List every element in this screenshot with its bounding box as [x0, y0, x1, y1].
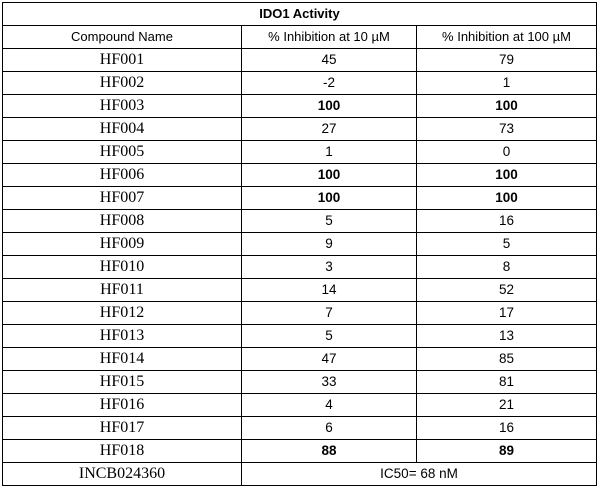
inhibition-10-cell: 14	[242, 279, 417, 302]
inhibition-100-cell: 100	[417, 187, 597, 210]
inhibition-100-cell: 100	[417, 95, 597, 118]
table-row	[3, 279, 597, 302]
reference-ic50-value: IC50= 68 nM	[242, 463, 597, 486]
inhibition-100-cell: 8	[417, 256, 597, 279]
table-row	[3, 302, 597, 325]
inhibition-10-cell: 9	[242, 233, 417, 256]
table-row	[3, 95, 597, 118]
inhibition-100-cell: 0	[417, 141, 597, 164]
inhibition-10-cell: 7	[242, 302, 417, 325]
inhibition-100-cell: 1	[417, 72, 597, 95]
compound-name-cell: HF006	[3, 164, 242, 187]
compound-name-cell: HF012	[3, 302, 242, 325]
inhibition-100-cell: 73	[417, 118, 597, 141]
inhibition-10-cell: 100	[242, 164, 417, 187]
table-row	[3, 233, 597, 256]
inhibition-10-cell: 33	[242, 371, 417, 394]
inhibition-10-cell: 27	[242, 118, 417, 141]
reference-row	[3, 463, 597, 486]
ido1-activity-table	[2, 2, 597, 486]
compound-name-cell: HF005	[3, 141, 242, 164]
column-header-inhibition-10: % Inhibition at 10 µM	[242, 26, 417, 49]
compound-name-cell: HF018	[3, 440, 242, 463]
table-title-row	[3, 3, 597, 26]
inhibition-10-cell: 3	[242, 256, 417, 279]
inhibition-100-cell: 21	[417, 394, 597, 417]
inhibition-10-cell: 47	[242, 348, 417, 371]
compound-name-cell: HF014	[3, 348, 242, 371]
compound-name-cell: HF003	[3, 95, 242, 118]
inhibition-10-cell: 5	[242, 210, 417, 233]
table-row	[3, 256, 597, 279]
inhibition-10-cell: 1	[242, 141, 417, 164]
inhibition-100-cell: 79	[417, 49, 597, 72]
inhibition-10-cell: 6	[242, 417, 417, 440]
inhibition-100-cell: 89	[417, 440, 597, 463]
inhibition-10-cell: -2	[242, 72, 417, 95]
table-row	[3, 49, 597, 72]
table-row	[3, 210, 597, 233]
inhibition-10-cell: 5	[242, 325, 417, 348]
inhibition-100-cell: 17	[417, 302, 597, 325]
inhibition-100-cell: 100	[417, 164, 597, 187]
table-row	[3, 440, 597, 463]
inhibition-10-cell: 100	[242, 187, 417, 210]
table-row	[3, 141, 597, 164]
column-header-compound: Compound Name	[3, 26, 242, 49]
compound-name-cell: HF015	[3, 371, 242, 394]
table-row	[3, 348, 597, 371]
table-row	[3, 417, 597, 440]
compound-name-cell: HF004	[3, 118, 242, 141]
inhibition-100-cell: 52	[417, 279, 597, 302]
inhibition-10-cell: 4	[242, 394, 417, 417]
inhibition-100-cell: 5	[417, 233, 597, 256]
compound-name-cell: HF016	[3, 394, 242, 417]
column-header-inhibition-100: % Inhibition at 100 µM	[417, 26, 597, 49]
compound-name-cell: HF008	[3, 210, 242, 233]
table-body	[3, 49, 597, 463]
compound-name-cell: HF013	[3, 325, 242, 348]
compound-name-cell: HF007	[3, 187, 242, 210]
compound-name-cell: HF009	[3, 233, 242, 256]
compound-name-cell: HF010	[3, 256, 242, 279]
table-row	[3, 394, 597, 417]
inhibition-10-cell: 100	[242, 95, 417, 118]
table-row	[3, 371, 597, 394]
table-row	[3, 72, 597, 95]
reference-compound-name: INCB024360	[3, 463, 242, 486]
table-row	[3, 164, 597, 187]
inhibition-100-cell: 13	[417, 325, 597, 348]
inhibition-100-cell: 81	[417, 371, 597, 394]
table-row	[3, 118, 597, 141]
table-row	[3, 187, 597, 210]
column-header-row	[3, 26, 597, 49]
inhibition-100-cell: 16	[417, 417, 597, 440]
inhibition-100-cell: 85	[417, 348, 597, 371]
compound-name-cell: HF017	[3, 417, 242, 440]
inhibition-10-cell: 45	[242, 49, 417, 72]
compound-name-cell: HF002	[3, 72, 242, 95]
table-row	[3, 325, 597, 348]
inhibition-10-cell: 88	[242, 440, 417, 463]
compound-name-cell: HF011	[3, 279, 242, 302]
compound-name-cell: HF001	[3, 49, 242, 72]
table-title: IDO1 Activity	[3, 3, 597, 26]
inhibition-100-cell: 16	[417, 210, 597, 233]
